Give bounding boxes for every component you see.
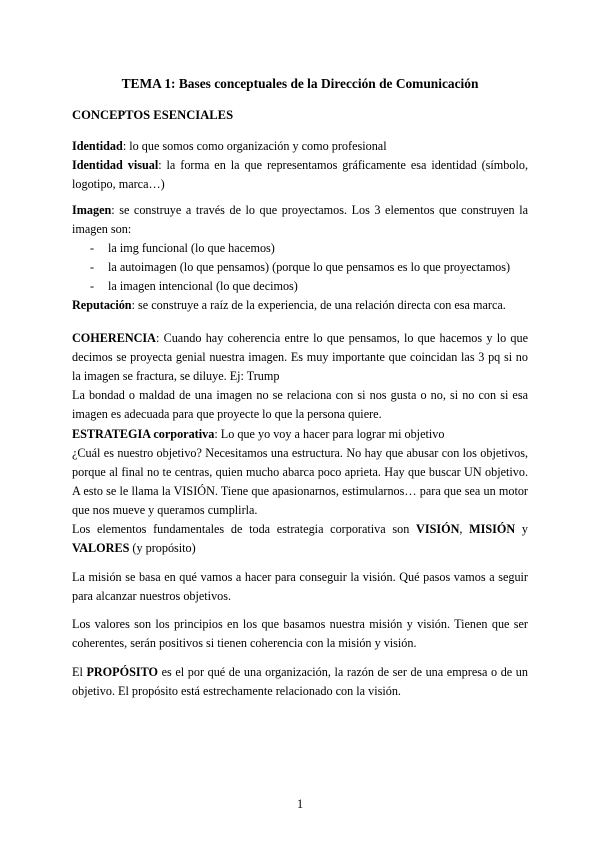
imagen-text: : se construye a través de lo que proyectamos. Los 3 elementos que construyen la imagen son: [72,203,528,236]
coherencia-term: COHERENCIA [72,331,156,345]
reputacion-block [72,296,528,315]
elementos-text: Los elementos fundamentales de toda estrategia corporativa son [72,522,417,536]
document-title: TEMA 1: Bases conceptuales de la Dirección de Comunicación [121,76,479,91]
list-item: - la autoimagen (lo que pensamos) (porque lo que pensamos es lo que proyectamos) [72,258,528,277]
proposito-text: es el por qué de una organización, la razón de ser de una empresa o de un objetivo. El propósito está estrechamente relacionado con la visión. [72,665,528,698]
imagen-paragraph [72,201,528,239]
vision-term: VISIÓN [416,522,460,536]
separator: y [515,522,529,536]
imagen-list [72,239,528,296]
estrategia-block [72,425,528,520]
page-number: 1 [296,797,304,811]
proposito-term: PROPÓSITO [86,665,158,679]
list-item: - la imagen intencional (lo que decimos) [72,277,528,296]
estrategia-paragraph [72,425,528,444]
identidad-visual-term: Identidad visual [72,158,159,172]
estrategia-text: : Lo que yo voy a hacer para lograr mi objetivo [214,427,445,441]
mision-term: MISIÓN [469,522,516,536]
reputacion-text: : se construye a raíz de la experiencia, de una relación directa con esa marca. [131,298,506,312]
identidad-visual-paragraph [72,156,528,194]
mision-paragraph: La misión se basa en qué vamos a hacer para conseguir la visión. Qué pasos vamos a seguir para alcanzar nuestros objetivos. [72,570,528,603]
reputacion-paragraph [72,296,528,315]
mision-block [72,568,528,606]
identidad-visual-text: : la forma en la que representamos gráficamente esa identidad (símbolo, logotipo, marca…) [72,158,528,191]
imagen-block [72,201,528,296]
estrategia-term: ESTRATEGIA corporativa [72,427,215,441]
proposito-lead: El [72,665,87,679]
valores-term: VALORES [72,541,130,555]
reputacion-term: Reputación [72,298,132,312]
identidad-term: Identidad [72,139,123,153]
coherencia-block [72,329,528,424]
coherencia-paragraph [72,329,528,386]
section-heading: CONCEPTOS ESENCIALES [72,108,234,122]
estrategia-paragraph-2: ¿Cuál es nuestro objetivo? Necesitamos una estructura. No hay que abusar con los objetivos, porque al final no te centras, quien mucho abarca poco aprieta. Hay que buscar UN objetivo. A esto se le llama la VISIÓN. Tiene que apasionarnos, estimularnos… para que sea un motor que nos mueve y queramos cumplirla. [72,446,528,517]
coherencia-paragraph-2: La bondad o maldad de una imagen no se relaciona con si nos gusta o no, si no con si esa imagen es adecuada para que proyecte lo que la persona quiere. [72,388,528,421]
elementos-tail: (y propósito) [129,541,196,555]
identidad-text: : lo que somos como organización y como profesional [122,139,387,153]
valores-block [72,615,528,653]
elementos-block [72,520,528,558]
elementos-paragraph [72,520,528,558]
imagen-term: Imagen [72,203,112,217]
identidad-block [72,137,528,194]
proposito-block [72,663,528,701]
identidad-paragraph [72,137,528,156]
coherencia-text: : Cuando hay coherencia entre lo que pensamos, lo que hacemos y lo que decimos se proyecta genial nuestra imagen. Es muy importante que coincidan las 3 pq si no la imagen se fractura, se diluye. Ej: Trump [72,331,528,383]
proposito-paragraph [72,663,528,701]
valores-paragraph: Los valores son los principios en los que basamos nuestra misión y visión. Tienen que ser coherentes, serán positivos si tienen coherencia con la misión y visión. [72,617,528,650]
list-item: - la img funcional (lo que hacemos) [72,239,528,258]
separator: , [459,522,470,536]
